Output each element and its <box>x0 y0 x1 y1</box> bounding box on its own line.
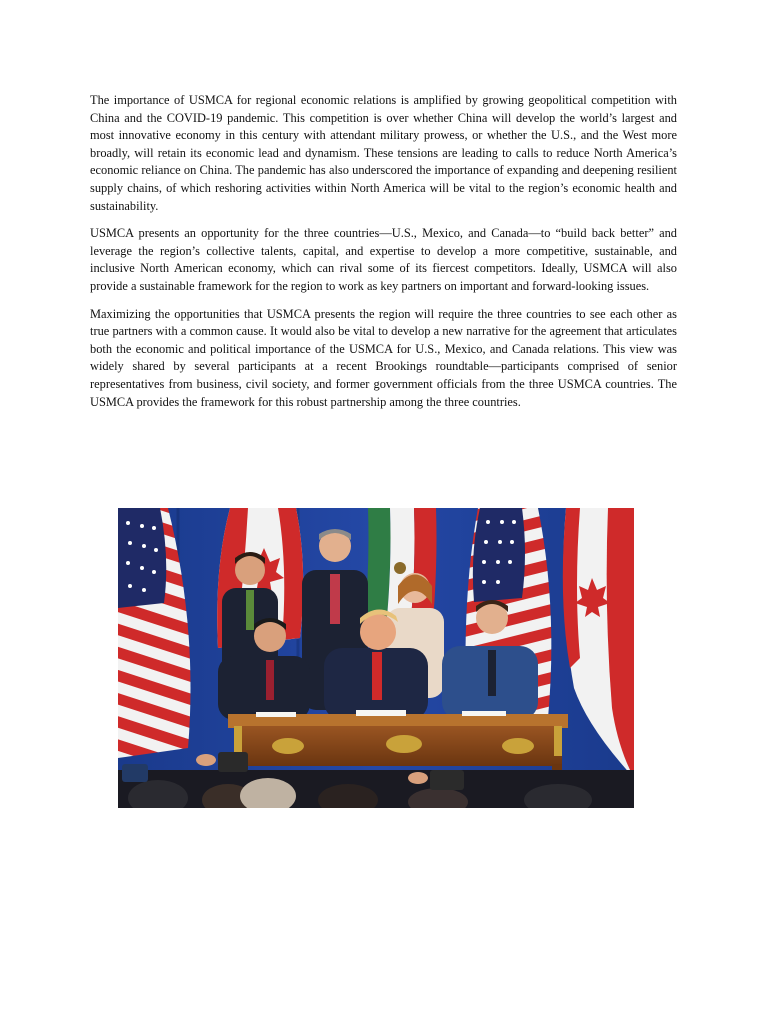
paragraph-2: USMCA presents an opportunity for the three countries—U.S., Mexico, and Canada—to “build back better” and leverage the region’s collective talents, capital, and expertise to develop a more competitive, sustainable, and inclusive North American economy, which can rival some of its fiercest competitors. Ideally, USMCA will also provide a sustainable framework for the region to work as key partners on important and forward-looking issues. <box>90 226 677 293</box>
paragraph-1: The importance of USMCA for regional economic relations is amplified by growing geopolitical competition with China and the COVID-19 pandemic. This competition is over whether China will develop the world’s largest and most innovative economy in this century with attendant military prowess, or whether the U.S., and the West more broadly, will retain its economic lead and dynamism. These tensions are leading to calls to reduce North America’s economic reliance on China. The pandemic has also underscored the importance of expanding and deepening resilient supply chains, of which reshoring activities within North America will be vital to the region’s economic health and sustainability. <box>90 93 677 213</box>
signing-ceremony-photo <box>118 508 634 808</box>
body-text <box>90 92 677 421</box>
paragraph-3: Maximizing the opportunities that USMCA presents the region will require the three countries to see each other as true partners with a common cause. It would also be vital to develop a new narrative for the agreement that articulates both the economic and political importance of the USMCA for U.S., Mexico, and Canada relations. This view was widely shared by several participants at a recent Brookings roundtable—participants comprised of senior representatives from business, civil society, and former government officials from the three USMCA countries. The USMCA provides the framework for this robust partnership among the three countries. <box>90 306 677 409</box>
